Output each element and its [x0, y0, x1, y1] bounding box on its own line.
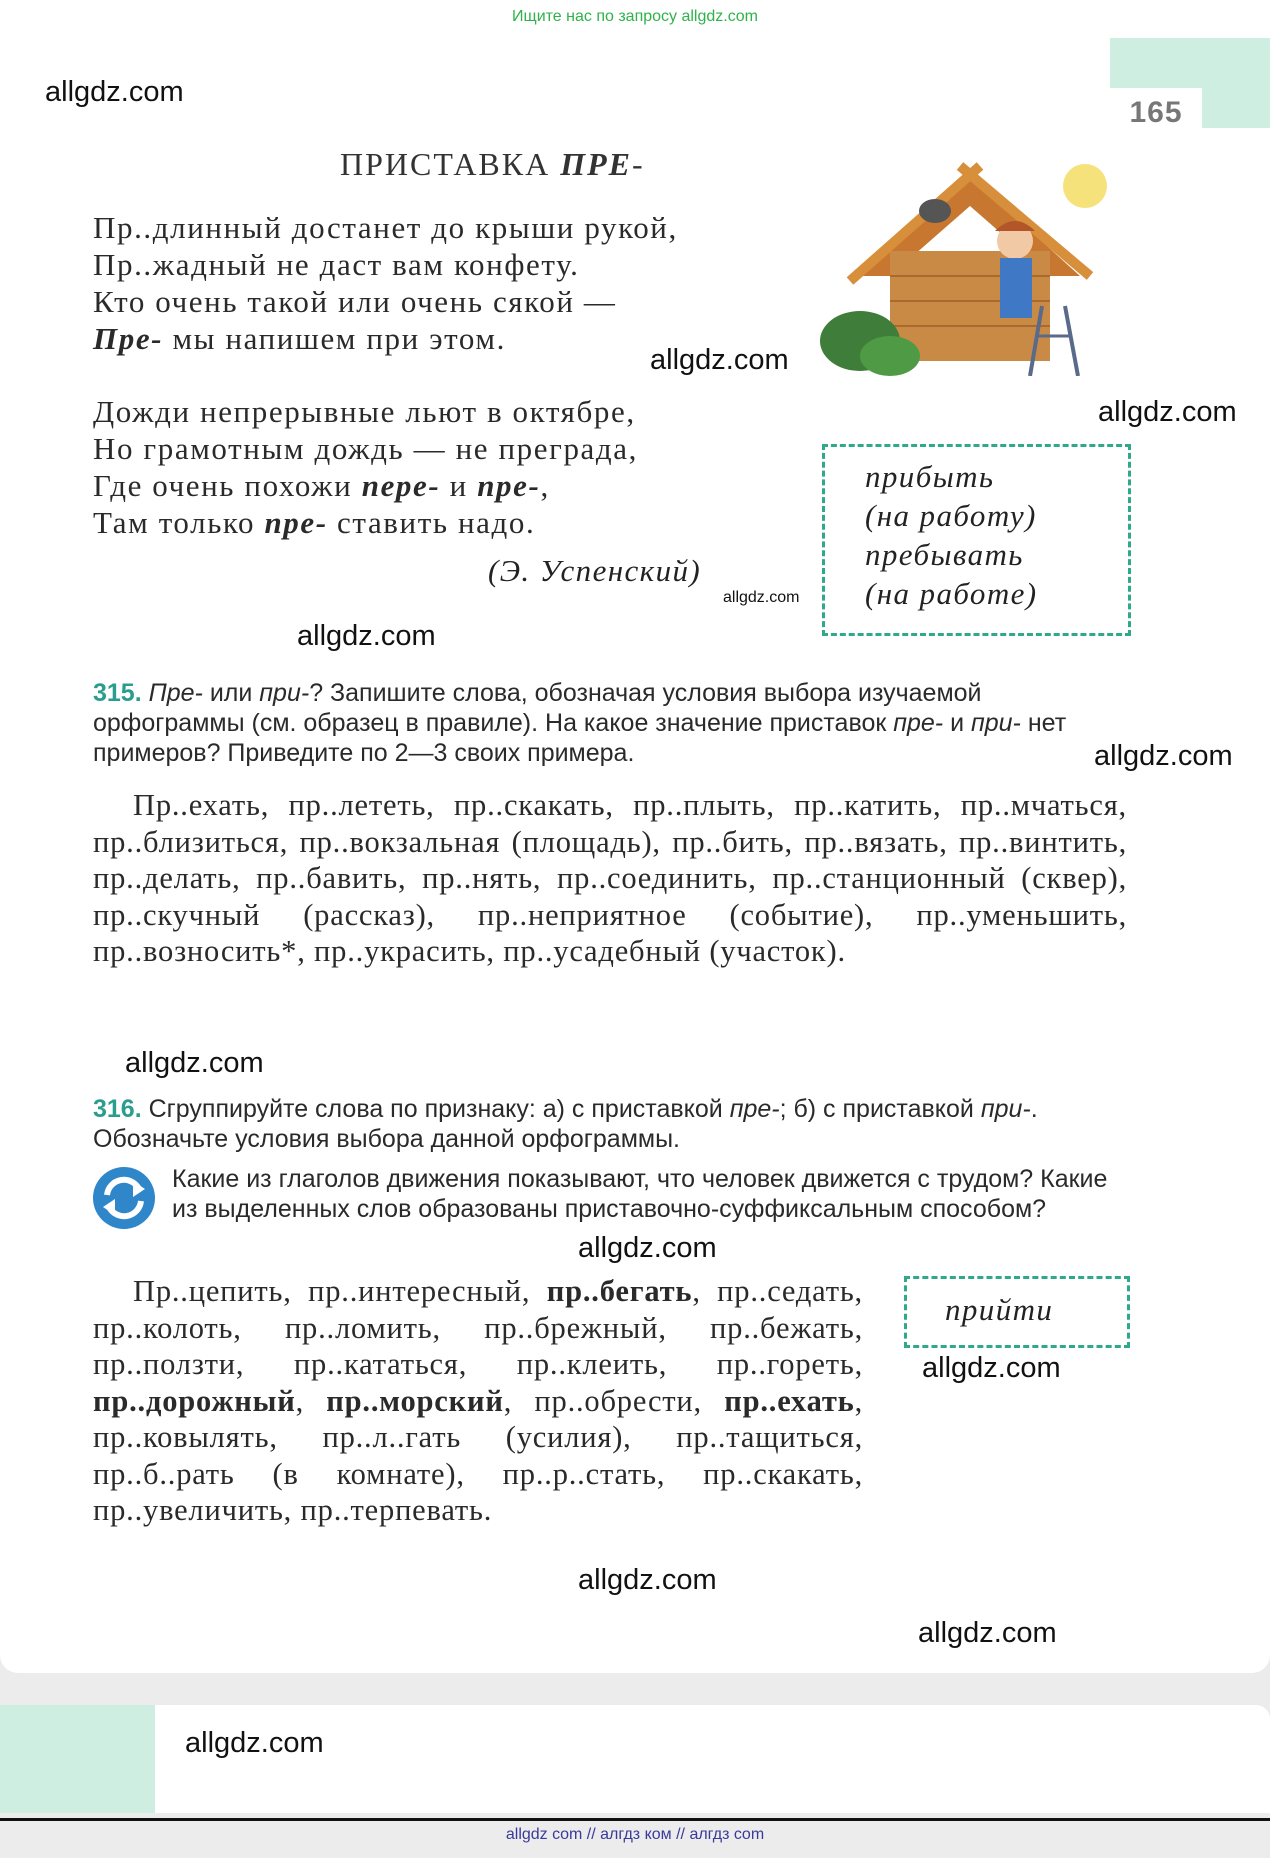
watermark: allgdz.com [1094, 740, 1233, 772]
exercise-316-prompt: 316. Сгруппируйте слова по признаку: а) с приставкой пре-; б) с приставкой при-. Обозначьте условия выбора данной орфограммы. [93, 1095, 1038, 1153]
watermark: allgdz.com [297, 620, 436, 652]
footer-divider [0, 1818, 1270, 1821]
poem-2: Дожди непрерывные льют в октябре, Но грамотным дождь — не преграда, Где очень похожи пере- и пре-, Там только пре- ставить надо. [93, 394, 638, 540]
example-word-box [904, 1276, 1130, 1348]
section-title: ПРИСТАВКА ПРЕ- [340, 146, 645, 182]
rule-line: (на работе) [865, 576, 1038, 611]
bottom-caption: allgdz com // алгдз ком // алгдз com [505, 1826, 765, 1843]
birdhouse-illustration [820, 156, 1130, 376]
watermark: allgdz.com [922, 1352, 1061, 1384]
rule-line: пребывать [865, 537, 1024, 572]
watermark: allgdz.com [578, 1564, 717, 1596]
watermark: allgdz.com [723, 589, 800, 606]
rule-line: прибыть [865, 459, 995, 494]
footer-tab [0, 1705, 155, 1813]
watermark: allgdz.com [125, 1047, 264, 1079]
watermark: allgdz.com [650, 344, 789, 376]
rule-line: (на работу) [865, 498, 1037, 533]
sync-arrows-icon [93, 1167, 155, 1229]
example-word: прийти [945, 1292, 1054, 1327]
watermark: allgdz.com [1098, 396, 1237, 428]
exercise-315-text: Пр..ехать, пр..лететь, пр..скакать, пр..плыть, пр..катить, пр..мчаться, пр..близиться, пр..вокзальная (площадь), пр..бить, пр..вязать, пр..винтить, пр..делать, пр..бавить, пр..нять, пр..соединить, пр..станционный (сквер), пр..скучный (рассказ), пр..неприятное (событие), пр..уменьшить, пр..возносить*, пр..украсить, пр..усадебный (участок). [93, 788, 1127, 968]
exercise-316-text: Пр..цепить, пр..интересный, пр..бегать, пр..седать, пр..колоть, пр..ломить, пр..брежный, пр..бежать, пр..ползти, пр..кататься, пр..клеить, пр..гореть, пр..дорожный, пр..морский, пр..обрести, пр..ехать, пр..ковылять, пр..л..гать (усилия), пр..тащиться, пр..б..рать (в комнате), пр..р..стать, пр..скакать, пр..увеличить, пр..терпевать. [93, 1274, 863, 1527]
watermark: allgdz.com [578, 1232, 717, 1264]
rule-example-box [822, 444, 1131, 636]
page-number: 165 [1129, 96, 1183, 129]
top-banner: Ищите нас по запросу allgdz.com [0, 0, 1270, 38]
poem-author: (Э. Успенский) [488, 553, 702, 588]
watermark: allgdz.com [918, 1617, 1057, 1649]
exercise-315-prompt: 315. Пре- или при-? Запишите слова, обозначая условия выбора изучаемой орфограммы (см. образец в правиле). На какое значение приставок пре- и при- нет примеров? Приведите по 2—3 своих примера. [93, 679, 1067, 767]
watermark: allgdz.com [185, 1727, 324, 1759]
watermark: allgdz.com [45, 76, 184, 108]
exercise-316-question: Какие из глаголов движения показывают, что человек движется с трудом? Какие из выделенных слов образованы приставочно-суффиксальным способом? [172, 1165, 1108, 1223]
poem-1: Пр..длинный достанет до крыши рукой, Пр..жадный не даст вам конфету. Кто очень такой или очень сякой — Пре- мы напишем при этом. [93, 210, 678, 356]
